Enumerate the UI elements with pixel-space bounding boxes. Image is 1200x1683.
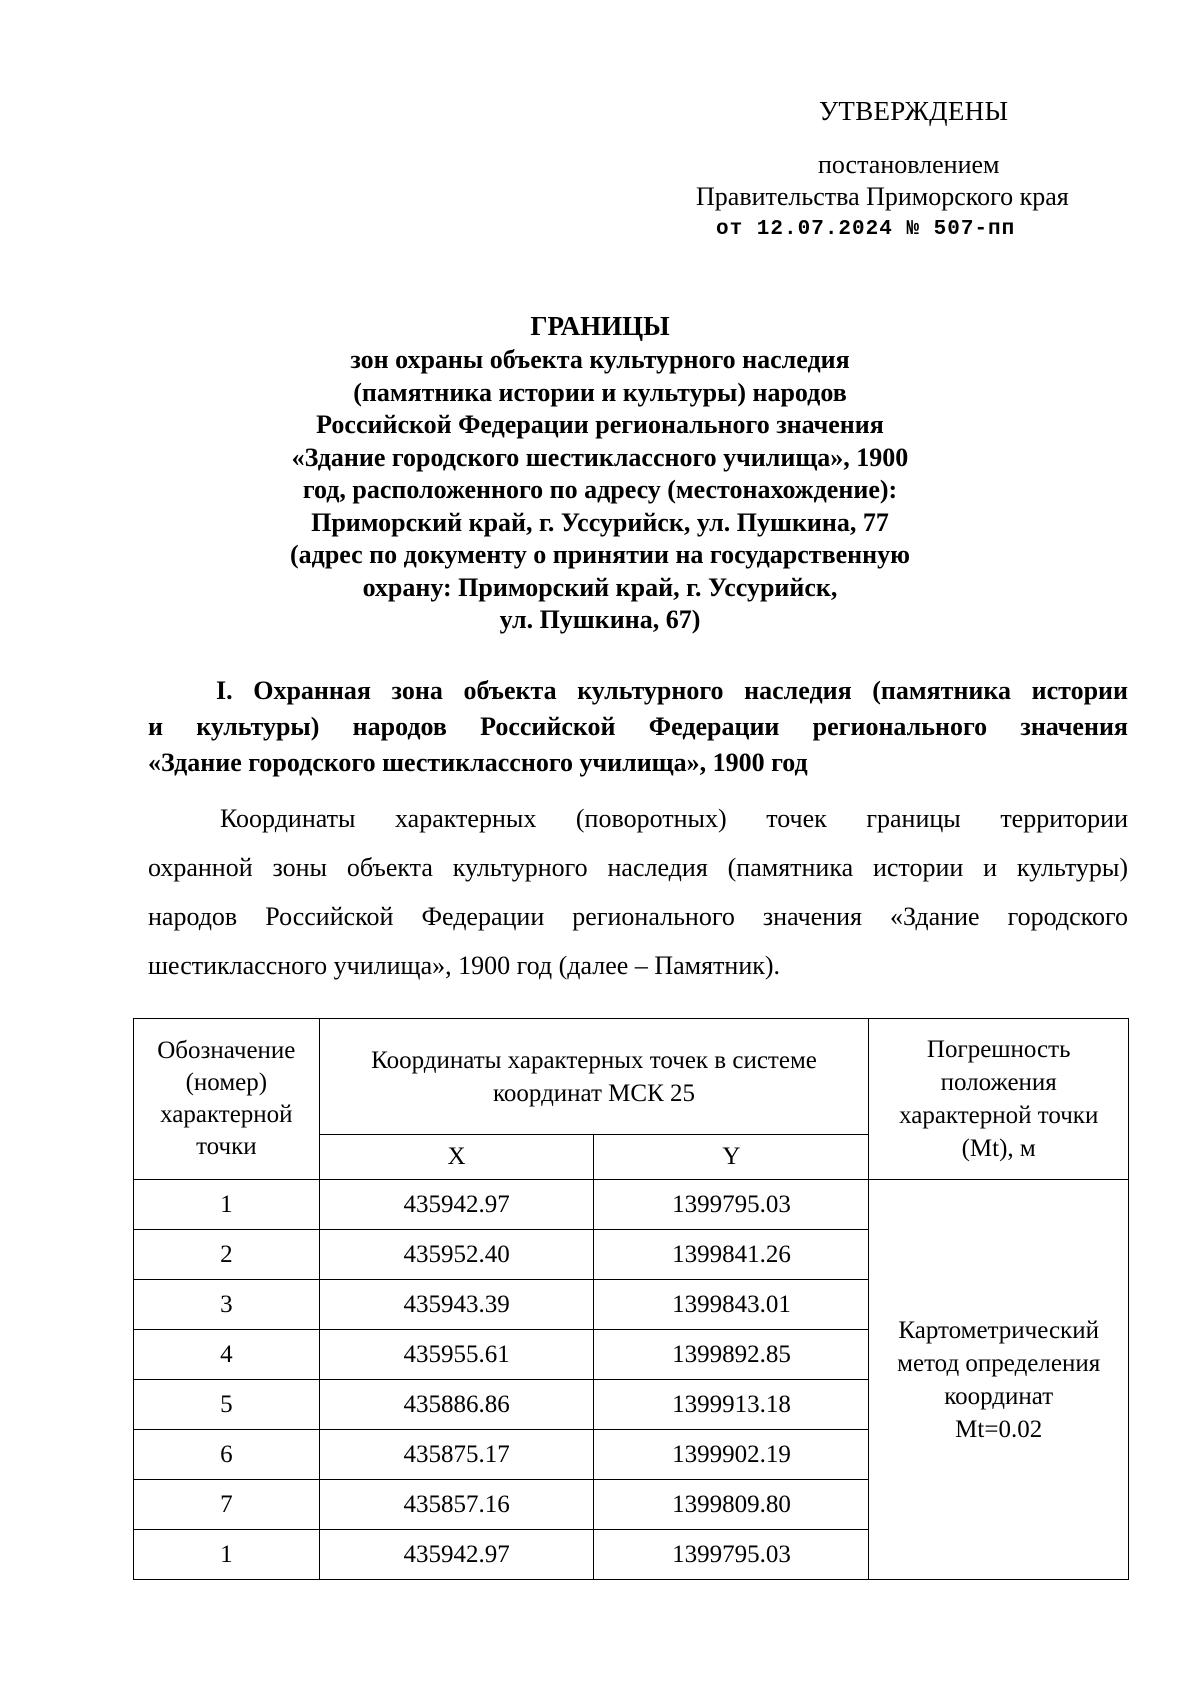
approval-title: УТВЕРЖДЕНЫ	[819, 96, 1009, 126]
cell-y: 1399913.18	[594, 1380, 869, 1430]
section-heading	[148, 673, 1128, 781]
method-text: Картометрический	[898, 1316, 1099, 1344]
cell-method	[869, 1180, 1129, 1580]
coordinates-paragraph	[148, 794, 1128, 990]
section-heading-line: «Здание городского шестиклассного училища», 1900 год	[148, 748, 808, 777]
header-text: (Mt), м	[961, 1135, 1036, 1162]
header-point-number	[134, 1019, 320, 1180]
header-text: точки	[196, 1133, 257, 1160]
cell-x: 435955.61	[319, 1330, 594, 1380]
document-heading	[250, 308, 950, 637]
cell-y: 1399843.01	[594, 1280, 869, 1330]
cell-x: 435942.97	[319, 1530, 594, 1580]
cell-point-number: 1	[134, 1180, 320, 1230]
header-text: положения	[940, 1069, 1057, 1096]
cell-x: 435942.97	[319, 1180, 594, 1230]
header-text: координат МСК 25	[493, 1079, 696, 1107]
heading-line: (адрес по документу о принятии на государственную	[290, 540, 910, 569]
header-x: X	[319, 1135, 594, 1180]
method-text: координат	[944, 1382, 1054, 1410]
coordinates-table	[133, 1018, 1129, 1580]
heading-line: (памятника истории и культуры) народов	[353, 377, 847, 407]
cell-point-number: 3	[134, 1280, 320, 1330]
cell-x: 435952.40	[319, 1230, 594, 1280]
cell-y: 1399841.26	[594, 1230, 869, 1280]
heading-line: зон охраны объекта культурного наследия	[350, 345, 850, 374]
cell-point-number: 5	[134, 1380, 320, 1430]
cell-point-number: 2	[134, 1230, 320, 1280]
paragraph-line: народов Российской Федерации регионального значения «Здание городского	[148, 902, 1128, 931]
cell-x: 435943.39	[319, 1280, 594, 1330]
table-row	[134, 1180, 1129, 1230]
cell-x: 435886.86	[319, 1380, 594, 1430]
paragraph-line: охранной зоны объекта культурного наследия (памятника истории и культуры)	[148, 853, 1128, 882]
heading-line: охрану: Приморский край, г. Уссурийск,	[362, 572, 838, 602]
heading-line: Российской Федерации регионального значения	[316, 410, 884, 439]
header-text: Погрешность	[926, 1036, 1071, 1063]
header-text: характерной	[160, 1101, 293, 1128]
approval-resolution-label: постановлением	[818, 150, 1000, 179]
approval-government: Правительства Приморского края	[696, 182, 1069, 211]
header-text: Обозначение	[157, 1037, 296, 1064]
heading-line: «Здание городского шестиклассного училища», 1900	[291, 442, 909, 472]
approval-date-number: от 12.07.2024 № 507-пп	[716, 218, 1016, 241]
cell-point-number: 7	[134, 1480, 320, 1530]
header-text: характерной точки	[899, 1102, 1099, 1129]
cell-y: 1399809.80	[594, 1480, 869, 1530]
header-coordinates	[319, 1019, 869, 1135]
method-text: Mt=0.02	[955, 1415, 1043, 1443]
cell-x: 435857.16	[319, 1480, 594, 1530]
header-y: Y	[594, 1135, 869, 1180]
heading-line: Приморский край, г. Уссурийск, ул. Пушкина, 77	[311, 507, 889, 537]
document-title: ГРАНИЦЫ	[530, 311, 670, 341]
section-heading-line: и культуры) народов Российской Федерации регионального значения	[148, 712, 1128, 741]
header-text: Координаты характерных точек в системе	[371, 1046, 817, 1074]
heading-line: год, расположенного по адресу (местонахождение):	[302, 475, 898, 504]
heading-line: ул. Пушкина, 67)	[499, 605, 701, 634]
section-heading-line: I. Охранная зона объекта культурного наследия (памятника истории	[216, 676, 1128, 705]
cell-y: 1399902.19	[594, 1430, 869, 1480]
header-text: (номер)	[185, 1069, 268, 1096]
cell-x: 435875.17	[319, 1430, 594, 1480]
cell-y: 1399795.03	[594, 1180, 869, 1230]
cell-point-number: 1	[134, 1530, 320, 1580]
cell-y: 1399892.85	[594, 1330, 869, 1380]
cell-point-number: 4	[134, 1330, 320, 1380]
cell-y: 1399795.03	[594, 1530, 869, 1580]
cell-point-number: 6	[134, 1430, 320, 1480]
paragraph-line: Координаты характерных (поворотных) точек границы территории	[220, 804, 1128, 833]
paragraph-line: шестиклассного училища», 1900 год (далее – Памятник).	[148, 951, 781, 980]
header-error	[869, 1019, 1129, 1180]
method-text: метод определения	[897, 1349, 1101, 1377]
